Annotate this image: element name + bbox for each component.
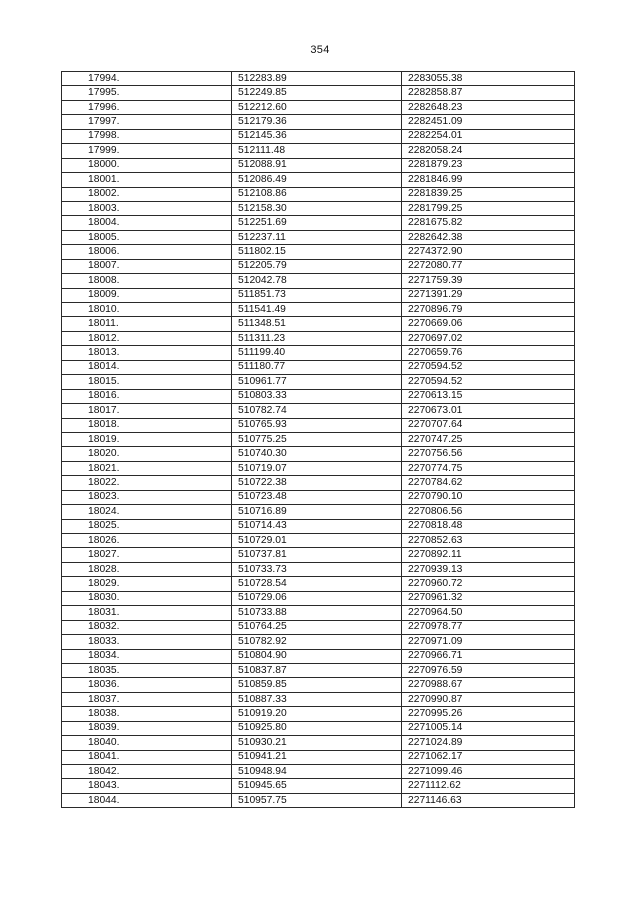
point-number-cell: 18039.: [62, 721, 232, 735]
table-row: [62, 216, 575, 230]
x-coordinate-cell: 512145.36: [232, 129, 402, 143]
point-number-cell: 18013.: [62, 346, 232, 360]
table-row: [62, 115, 575, 129]
y-coordinate-cell: 2270747.25: [402, 432, 575, 446]
x-coordinate-cell: 512088.91: [232, 158, 402, 172]
y-coordinate-cell: 2281839.25: [402, 187, 575, 201]
y-coordinate-cell: 2282058.24: [402, 144, 575, 158]
point-number-cell: 18004.: [62, 216, 232, 230]
point-number-cell: 18038.: [62, 707, 232, 721]
y-coordinate-cell: 2270939.13: [402, 562, 575, 576]
table-row: [62, 201, 575, 215]
y-coordinate-cell: 2270756.56: [402, 447, 575, 461]
x-coordinate-cell: 510945.65: [232, 779, 402, 793]
table-row: [62, 375, 575, 389]
point-number-cell: 18023.: [62, 490, 232, 504]
y-coordinate-cell: 2281879.23: [402, 158, 575, 172]
x-coordinate-cell: 511311.23: [232, 331, 402, 345]
y-coordinate-cell: 2270960.72: [402, 577, 575, 591]
table-row: [62, 779, 575, 793]
point-number-cell: 17999.: [62, 144, 232, 158]
x-coordinate-cell: 510941.21: [232, 750, 402, 764]
y-coordinate-cell: 2270594.52: [402, 375, 575, 389]
table-row: [62, 432, 575, 446]
table-row: [62, 750, 575, 764]
table-row: [62, 461, 575, 475]
point-number-cell: 18024.: [62, 505, 232, 519]
y-coordinate-cell: 2270892.11: [402, 548, 575, 562]
table-row: [62, 274, 575, 288]
x-coordinate-cell: 510728.54: [232, 577, 402, 591]
x-coordinate-cell: 512205.79: [232, 259, 402, 273]
y-coordinate-cell: 2282648.23: [402, 100, 575, 114]
table-row: [62, 72, 575, 86]
point-number-cell: 18030.: [62, 591, 232, 605]
y-coordinate-cell: 2282642.38: [402, 230, 575, 244]
x-coordinate-cell: 510887.33: [232, 692, 402, 706]
point-number-cell: 18016.: [62, 389, 232, 403]
point-number-cell: 18029.: [62, 577, 232, 591]
table-row: [62, 663, 575, 677]
point-number-cell: 17996.: [62, 100, 232, 114]
x-coordinate-cell: 510837.87: [232, 663, 402, 677]
x-coordinate-cell: 512108.86: [232, 187, 402, 201]
y-coordinate-cell: 2270790.10: [402, 490, 575, 504]
point-number-cell: 18008.: [62, 274, 232, 288]
point-number-cell: 18031.: [62, 606, 232, 620]
point-number-cell: 18015.: [62, 375, 232, 389]
y-coordinate-cell: 2270988.67: [402, 678, 575, 692]
y-coordinate-cell: 2270669.06: [402, 317, 575, 331]
coordinates-table-container: [61, 71, 575, 808]
table-row: [62, 447, 575, 461]
y-coordinate-cell: 2271391.29: [402, 288, 575, 302]
point-number-cell: 18005.: [62, 230, 232, 244]
table-row: [62, 692, 575, 706]
point-number-cell: 18009.: [62, 288, 232, 302]
y-coordinate-cell: 2270896.79: [402, 303, 575, 317]
y-coordinate-cell: 2270818.48: [402, 519, 575, 533]
y-coordinate-cell: 2282254.01: [402, 129, 575, 143]
table-row: [62, 606, 575, 620]
x-coordinate-cell: 512179.36: [232, 115, 402, 129]
table-row: [62, 548, 575, 562]
x-coordinate-cell: 512212.60: [232, 100, 402, 114]
x-coordinate-cell: 510804.90: [232, 649, 402, 663]
y-coordinate-cell: 2271759.39: [402, 274, 575, 288]
x-coordinate-cell: 510716.89: [232, 505, 402, 519]
table-row: [62, 765, 575, 779]
point-number-cell: 18042.: [62, 765, 232, 779]
point-number-cell: 18026.: [62, 534, 232, 548]
table-row: [62, 577, 575, 591]
point-number-cell: 18044.: [62, 793, 232, 807]
y-coordinate-cell: 2274372.90: [402, 245, 575, 259]
x-coordinate-cell: 510733.73: [232, 562, 402, 576]
y-coordinate-cell: 2270978.77: [402, 620, 575, 634]
x-coordinate-cell: 510714.43: [232, 519, 402, 533]
table-row: [62, 129, 575, 143]
point-number-cell: 18020.: [62, 447, 232, 461]
y-coordinate-cell: 2283055.38: [402, 72, 575, 86]
table-row: [62, 346, 575, 360]
x-coordinate-cell: 510722.38: [232, 476, 402, 490]
page-number: 354: [310, 44, 330, 56]
point-number-cell: 18040.: [62, 736, 232, 750]
y-coordinate-cell: 2282451.09: [402, 115, 575, 129]
x-coordinate-cell: 510765.93: [232, 418, 402, 432]
table-row: [62, 635, 575, 649]
table-row: [62, 534, 575, 548]
x-coordinate-cell: 511802.15: [232, 245, 402, 259]
y-coordinate-cell: 2270707.64: [402, 418, 575, 432]
table-row: [62, 259, 575, 273]
point-number-cell: 18034.: [62, 649, 232, 663]
point-number-cell: 18011.: [62, 317, 232, 331]
point-number-cell: 18019.: [62, 432, 232, 446]
x-coordinate-cell: 510957.75: [232, 793, 402, 807]
point-number-cell: 18007.: [62, 259, 232, 273]
x-coordinate-cell: 512249.85: [232, 86, 402, 100]
table-row: [62, 245, 575, 259]
x-coordinate-cell: 510782.74: [232, 404, 402, 418]
y-coordinate-cell: 2270852.63: [402, 534, 575, 548]
table-row: [62, 360, 575, 374]
point-number-cell: 18002.: [62, 187, 232, 201]
table-row: [62, 793, 575, 807]
y-coordinate-cell: 2270806.56: [402, 505, 575, 519]
table-row: [62, 519, 575, 533]
point-number-cell: 18033.: [62, 635, 232, 649]
y-coordinate-cell: 2272080.77: [402, 259, 575, 273]
coordinates-table: [61, 71, 575, 808]
point-number-cell: 18014.: [62, 360, 232, 374]
table-row: [62, 288, 575, 302]
y-coordinate-cell: 2270966.71: [402, 649, 575, 663]
x-coordinate-cell: 510723.48: [232, 490, 402, 504]
y-coordinate-cell: 2281846.99: [402, 173, 575, 187]
table-row: [62, 721, 575, 735]
point-number-cell: 18037.: [62, 692, 232, 706]
table-row: [62, 678, 575, 692]
table-row: [62, 100, 575, 114]
table-row: [62, 331, 575, 345]
point-number-cell: 18027.: [62, 548, 232, 562]
table-row: [62, 144, 575, 158]
table-row: [62, 707, 575, 721]
table-row: [62, 736, 575, 750]
y-coordinate-cell: 2271146.63: [402, 793, 575, 807]
point-number-cell: 18035.: [62, 663, 232, 677]
x-coordinate-cell: 510919.20: [232, 707, 402, 721]
x-coordinate-cell: 511180.77: [232, 360, 402, 374]
point-number-cell: 18032.: [62, 620, 232, 634]
x-coordinate-cell: 512283.89: [232, 72, 402, 86]
table-row: [62, 173, 575, 187]
x-coordinate-cell: 510930.21: [232, 736, 402, 750]
x-coordinate-cell: 510803.33: [232, 389, 402, 403]
coordinates-table-body: [62, 72, 575, 808]
x-coordinate-cell: 511851.73: [232, 288, 402, 302]
x-coordinate-cell: 510733.88: [232, 606, 402, 620]
y-coordinate-cell: 2271099.46: [402, 765, 575, 779]
x-coordinate-cell: 510859.85: [232, 678, 402, 692]
table-row: [62, 476, 575, 490]
point-number-cell: 18041.: [62, 750, 232, 764]
point-number-cell: 18028.: [62, 562, 232, 576]
point-number-cell: 18006.: [62, 245, 232, 259]
y-coordinate-cell: 2271112.62: [402, 779, 575, 793]
point-number-cell: 17994.: [62, 72, 232, 86]
point-number-cell: 18012.: [62, 331, 232, 345]
x-coordinate-cell: 510925.80: [232, 721, 402, 735]
y-coordinate-cell: 2270961.32: [402, 591, 575, 605]
x-coordinate-cell: 512237.11: [232, 230, 402, 244]
point-number-cell: 18001.: [62, 173, 232, 187]
x-coordinate-cell: 510948.94: [232, 765, 402, 779]
y-coordinate-cell: 2270990.87: [402, 692, 575, 706]
y-coordinate-cell: 2271024.89: [402, 736, 575, 750]
point-number-cell: 18043.: [62, 779, 232, 793]
table-row: [62, 303, 575, 317]
y-coordinate-cell: 2270964.50: [402, 606, 575, 620]
table-row: [62, 490, 575, 504]
point-number-cell: 18036.: [62, 678, 232, 692]
x-coordinate-cell: 512086.49: [232, 173, 402, 187]
table-row: [62, 418, 575, 432]
point-number-cell: 18022.: [62, 476, 232, 490]
table-row: [62, 158, 575, 172]
y-coordinate-cell: 2281799.25: [402, 201, 575, 215]
table-row: [62, 591, 575, 605]
point-number-cell: 17998.: [62, 129, 232, 143]
y-coordinate-cell: 2270971.09: [402, 635, 575, 649]
table-row: [62, 649, 575, 663]
point-number-cell: 18010.: [62, 303, 232, 317]
point-number-cell: 18017.: [62, 404, 232, 418]
point-number-cell: 18025.: [62, 519, 232, 533]
x-coordinate-cell: 510775.25: [232, 432, 402, 446]
x-coordinate-cell: 512251.69: [232, 216, 402, 230]
x-coordinate-cell: 510782.92: [232, 635, 402, 649]
x-coordinate-cell: 510740.30: [232, 447, 402, 461]
table-row: [62, 230, 575, 244]
x-coordinate-cell: 511199.40: [232, 346, 402, 360]
table-row: [62, 187, 575, 201]
x-coordinate-cell: 511541.49: [232, 303, 402, 317]
x-coordinate-cell: 510764.25: [232, 620, 402, 634]
point-number-cell: 17995.: [62, 86, 232, 100]
point-number-cell: 17997.: [62, 115, 232, 129]
y-coordinate-cell: 2270976.59: [402, 663, 575, 677]
y-coordinate-cell: 2270613.15: [402, 389, 575, 403]
x-coordinate-cell: 510737.81: [232, 548, 402, 562]
table-row: [62, 505, 575, 519]
x-coordinate-cell: 510729.01: [232, 534, 402, 548]
y-coordinate-cell: 2270594.52: [402, 360, 575, 374]
y-coordinate-cell: 2270784.62: [402, 476, 575, 490]
y-coordinate-cell: 2270659.76: [402, 346, 575, 360]
table-row: [62, 86, 575, 100]
y-coordinate-cell: 2271005.14: [402, 721, 575, 735]
x-coordinate-cell: 510719.07: [232, 461, 402, 475]
table-row: [62, 620, 575, 634]
y-coordinate-cell: 2270995.26: [402, 707, 575, 721]
point-number-cell: 18018.: [62, 418, 232, 432]
x-coordinate-cell: 512042.78: [232, 274, 402, 288]
y-coordinate-cell: 2282858.87: [402, 86, 575, 100]
x-coordinate-cell: 512111.48: [232, 144, 402, 158]
y-coordinate-cell: 2281675.82: [402, 216, 575, 230]
point-number-cell: 18003.: [62, 201, 232, 215]
x-coordinate-cell: 510729.06: [232, 591, 402, 605]
y-coordinate-cell: 2270697.02: [402, 331, 575, 345]
x-coordinate-cell: 511348.51: [232, 317, 402, 331]
y-coordinate-cell: 2270673.01: [402, 404, 575, 418]
point-number-cell: 18021.: [62, 461, 232, 475]
table-row: [62, 317, 575, 331]
y-coordinate-cell: 2271062.17: [402, 750, 575, 764]
x-coordinate-cell: 510961.77: [232, 375, 402, 389]
table-row: [62, 389, 575, 403]
y-coordinate-cell: 2270774.75: [402, 461, 575, 475]
x-coordinate-cell: 512158.30: [232, 201, 402, 215]
point-number-cell: 18000.: [62, 158, 232, 172]
table-row: [62, 562, 575, 576]
table-row: [62, 404, 575, 418]
